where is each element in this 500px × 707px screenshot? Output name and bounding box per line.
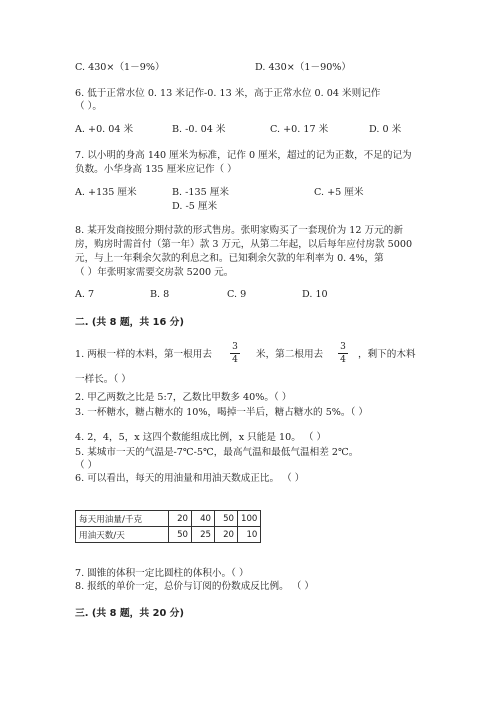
s2-q1-part1: 1. 两根一样的木料，第一根用去 [75, 349, 212, 360]
fraction-bar [230, 353, 240, 354]
q8-stem-line4: （ ）年张明家需要交房款 5200 元。 [75, 267, 234, 278]
s2-q7: 7. 圆锥的体积一定比圆柱的体积小。（ ） [75, 568, 249, 579]
q6-option-c: C. +0. 17 米 [270, 124, 329, 135]
fraction-numerator: 3 [232, 342, 238, 352]
q6-stem-line1: 6. 低于正常水位 0. 13 米记作-0. 13 米，高于正常水位 0. 04 米则记作 [75, 88, 381, 99]
q6-option-b: B. -0. 04 米 [172, 124, 226, 135]
q8-option-b: B. 8 [150, 289, 170, 300]
q8-stem-line1: 8. 某开发商按照分期付款的形式售房。张明家购买了一套现价为 12 万元的新 [75, 225, 403, 236]
s2-q1-part3: ，剩下的木料 [358, 349, 416, 360]
table-cell: 50 [215, 511, 238, 527]
section-3-title: 三. (共 8 题，共 20 分) [75, 608, 184, 619]
s2-q6: 6. 可以看出，每天的用油量和用油天数成正比。 （ ） [75, 473, 305, 484]
q8-stem-line3: 元，与上一年剩余欠款的利息之和。已知剩余欠款的年利率为 0. 4%，第 [75, 253, 384, 264]
s2-q1-line2: 一样长。（ ） [75, 374, 131, 385]
table-row-label: 每天用油量/千克 [76, 511, 169, 527]
q5-option-c: C. 430×（1－9%） [75, 62, 165, 73]
s2-q2: 2. 甲乙两数之比是 5:7，乙数比甲数多 40%。（ ） [75, 392, 292, 403]
q6-option-d: D. 0 米 [369, 124, 402, 135]
q6-option-a: A. +0. 04 米 [75, 124, 134, 135]
fraction-denominator: 4 [232, 355, 238, 365]
table-cell: 40 [192, 511, 215, 527]
table-cell: 20 [169, 511, 192, 527]
q6-stem-line2: （ ）。 [75, 101, 103, 112]
q8-stem-line2: 房，购房时需首付（第一年）款 3 万元，从第二年起，以后每年应付房款 5000 [75, 239, 413, 250]
s2-q3: 3. 一杯糖水，糖占糖水的 10%，喝掉一半后，糖占糖水的 5%。（ ） [75, 407, 368, 418]
table-cell: 25 [192, 527, 215, 543]
fraction-denominator: 4 [340, 355, 346, 365]
oil-usage-table [75, 510, 261, 543]
table-row [76, 527, 261, 543]
q8-option-a: A. 7 [75, 289, 95, 300]
s2-q5-line1: 5. 某城市一天的气温是-7℃-5℃，最高气温和最低气温相差 2℃。 [75, 447, 359, 458]
fraction-numerator: 3 [340, 342, 346, 352]
q7-option-d: D. -5 厘米 [172, 201, 218, 212]
s2-q4: 4. 2，4，5，x 这四个数能组成比例，x 只能是 10。 （ ） [75, 432, 327, 443]
fraction-bar [338, 353, 348, 354]
table-cell: 100 [238, 511, 261, 527]
table-cell: 10 [238, 527, 261, 543]
q7-option-b: B. -135 厘米 [172, 187, 229, 198]
fraction-three-quarters-1 [230, 342, 240, 365]
q7-stem-line2: 负数。小华身高 135 厘米应记作（ ） [75, 164, 237, 175]
table-row [76, 511, 261, 527]
table-cell: 20 [215, 527, 238, 543]
q7-stem-line1: 7. 以小明的身高 140 厘米为标准，记作 0 厘米，超过的记为正数，不足的记为 [75, 150, 412, 161]
q5-option-d: D. 430×（1－90%） [255, 62, 352, 73]
table-cell: 50 [169, 527, 192, 543]
q8-option-c: C. 9 [227, 289, 247, 300]
table-row-label: 用油天数/天 [76, 527, 169, 543]
q8-option-d: D. 10 [302, 289, 328, 300]
s2-q1-part2: 米，第二根用去 [256, 349, 324, 360]
fraction-three-quarters-2 [338, 342, 348, 365]
q7-option-c: C. +5 厘米 [314, 187, 364, 198]
q7-option-a: A. +135 厘米 [75, 187, 137, 198]
section-2-title: 二. (共 8 题，共 16 分) [75, 317, 184, 328]
s2-q5-line2: （ ） [75, 460, 98, 471]
s2-q8: 8. 报纸的单价一定，总价与订阅的份数成反比例。 （ ） [75, 581, 314, 592]
